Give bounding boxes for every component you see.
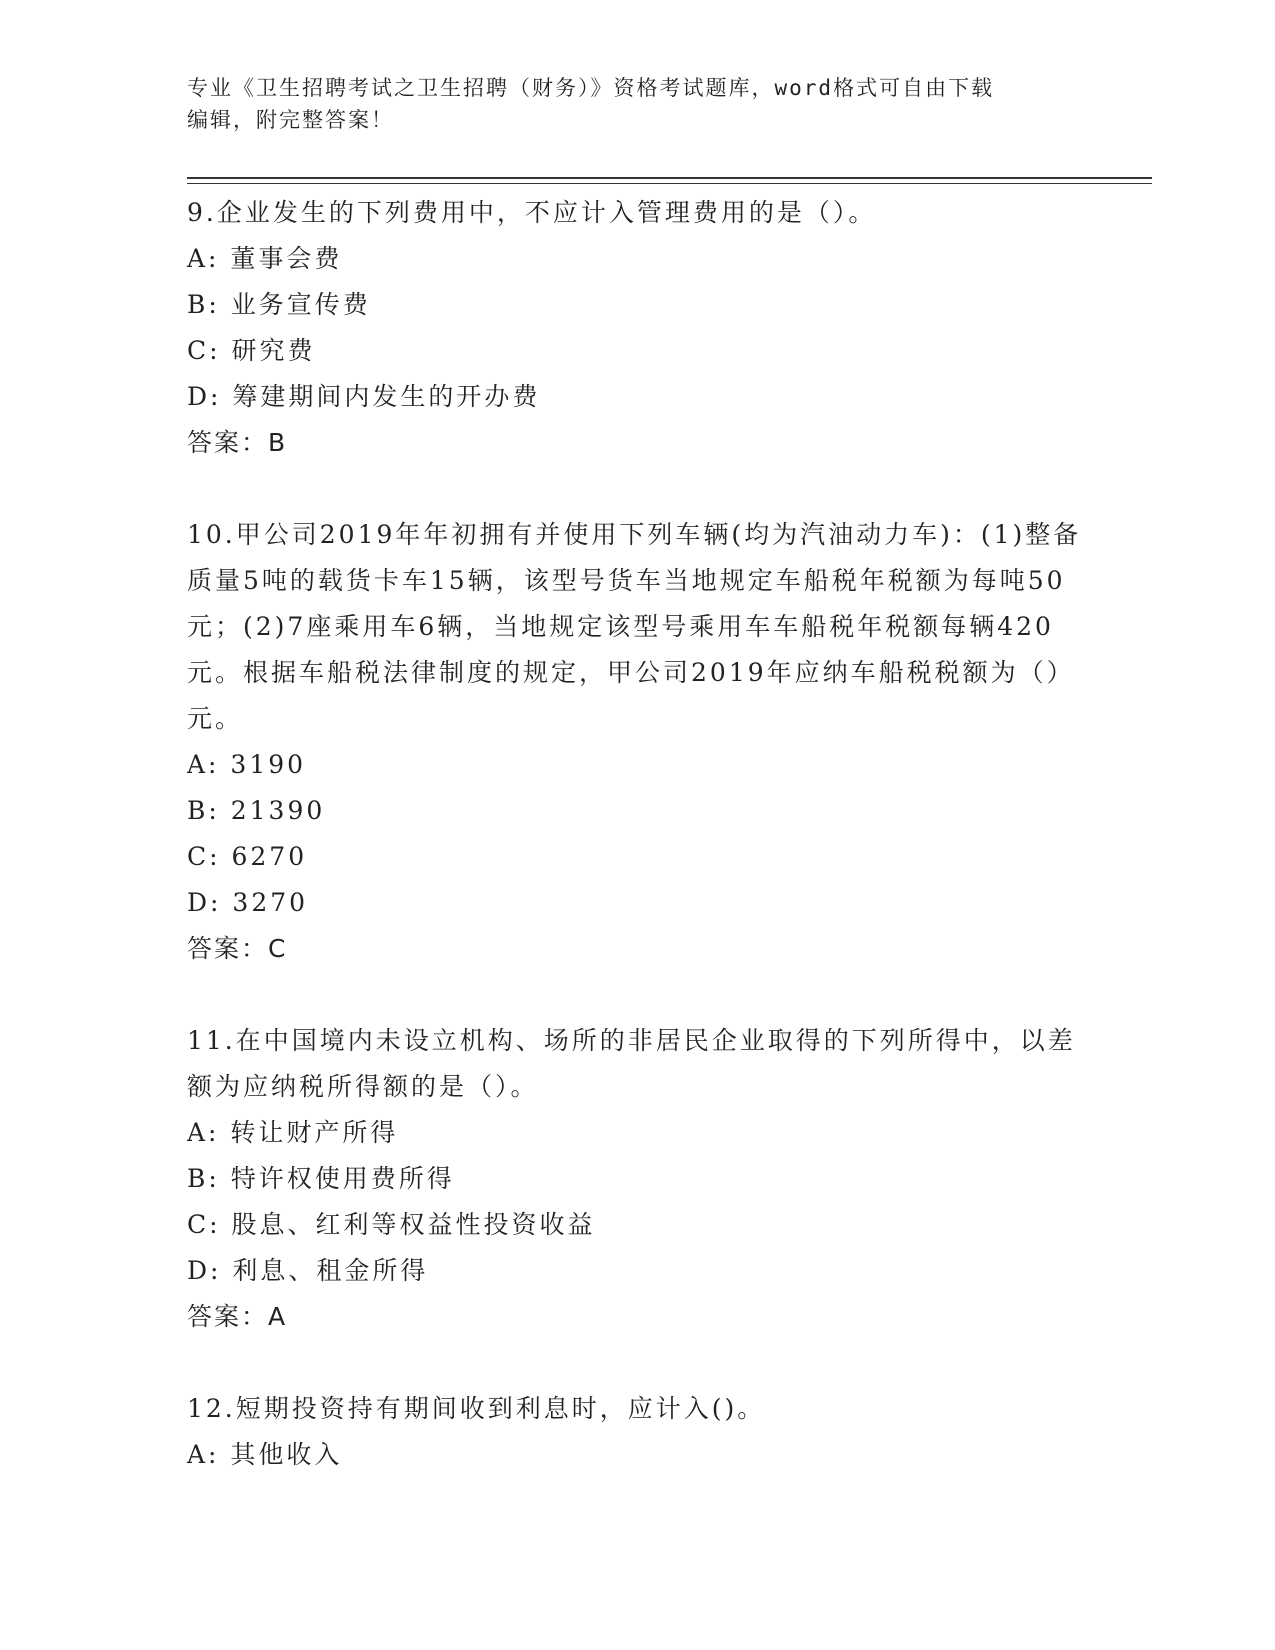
option-b: B: 特许权使用费所得 [187,1164,455,1193]
question-stem: 12.短期投资持有期间收到利息时，应计入()。 [187,1394,766,1423]
option-a: A: 转让财产所得 [187,1118,399,1147]
question-stem: 10.甲公司2019年年初拥有并使用下列车辆(均为汽油动力车)：(1)整备质量5吨的载货卡车15辆，该型号货车当地规定车船税年税额为每吨50元；(2)7座乘用车6辆，当地规定该型号乘用车车船税年税额每辆420元。根据车船税法律制度的规定，甲公司2019年应纳车船税税额为（）元。 [187,520,1082,733]
answer-label: 答案：C [187,934,288,963]
option-b: B: 21390 [187,796,326,825]
option-c: C: 6270 [187,842,308,871]
answer-label: 答案：A [187,1302,288,1331]
question-stem: 9.企业发生的下列费用中，不应计入管理费用的是（）。 [187,198,877,227]
option-b: B: 业务宣传费 [187,290,371,319]
header-line-2: 编辑，附完整答案！ [187,108,394,132]
question-stem: 11.在中国境内未设立机构、场所的非居民企业取得的下列所得中，以差额为应纳税所得额的是（）。 [187,1026,1076,1101]
question-spacer [187,1340,1087,1386]
question-list [187,190,1087,1478]
question-spacer [187,972,1087,1018]
question-11 [187,1018,1087,1340]
question-10 [187,512,1087,972]
header-divider-thick [187,177,1152,179]
option-c: C: 股息、红利等权益性投资收益 [187,1210,596,1239]
option-d: D: 3270 [187,888,309,917]
header-divider-thin [187,183,1152,184]
header-line-1: 专业《卫生招聘考试之卫生招聘（财务）》资格考试题库，word格式可自由下载 [187,76,995,100]
option-d: D: 筹建期间内发生的开办费 [187,382,541,411]
question-9 [187,190,1087,466]
option-d: D: 利息、租金所得 [187,1256,429,1285]
option-a: A: 其他收入 [187,1440,343,1469]
option-a: A: 3190 [187,750,307,779]
answer-label: 答案：B [187,428,288,457]
option-c: C: 研究费 [187,336,316,365]
question-12 [187,1386,1087,1478]
document-header [187,72,1067,136]
question-spacer [187,466,1087,512]
option-a: A: 董事会费 [187,244,343,273]
